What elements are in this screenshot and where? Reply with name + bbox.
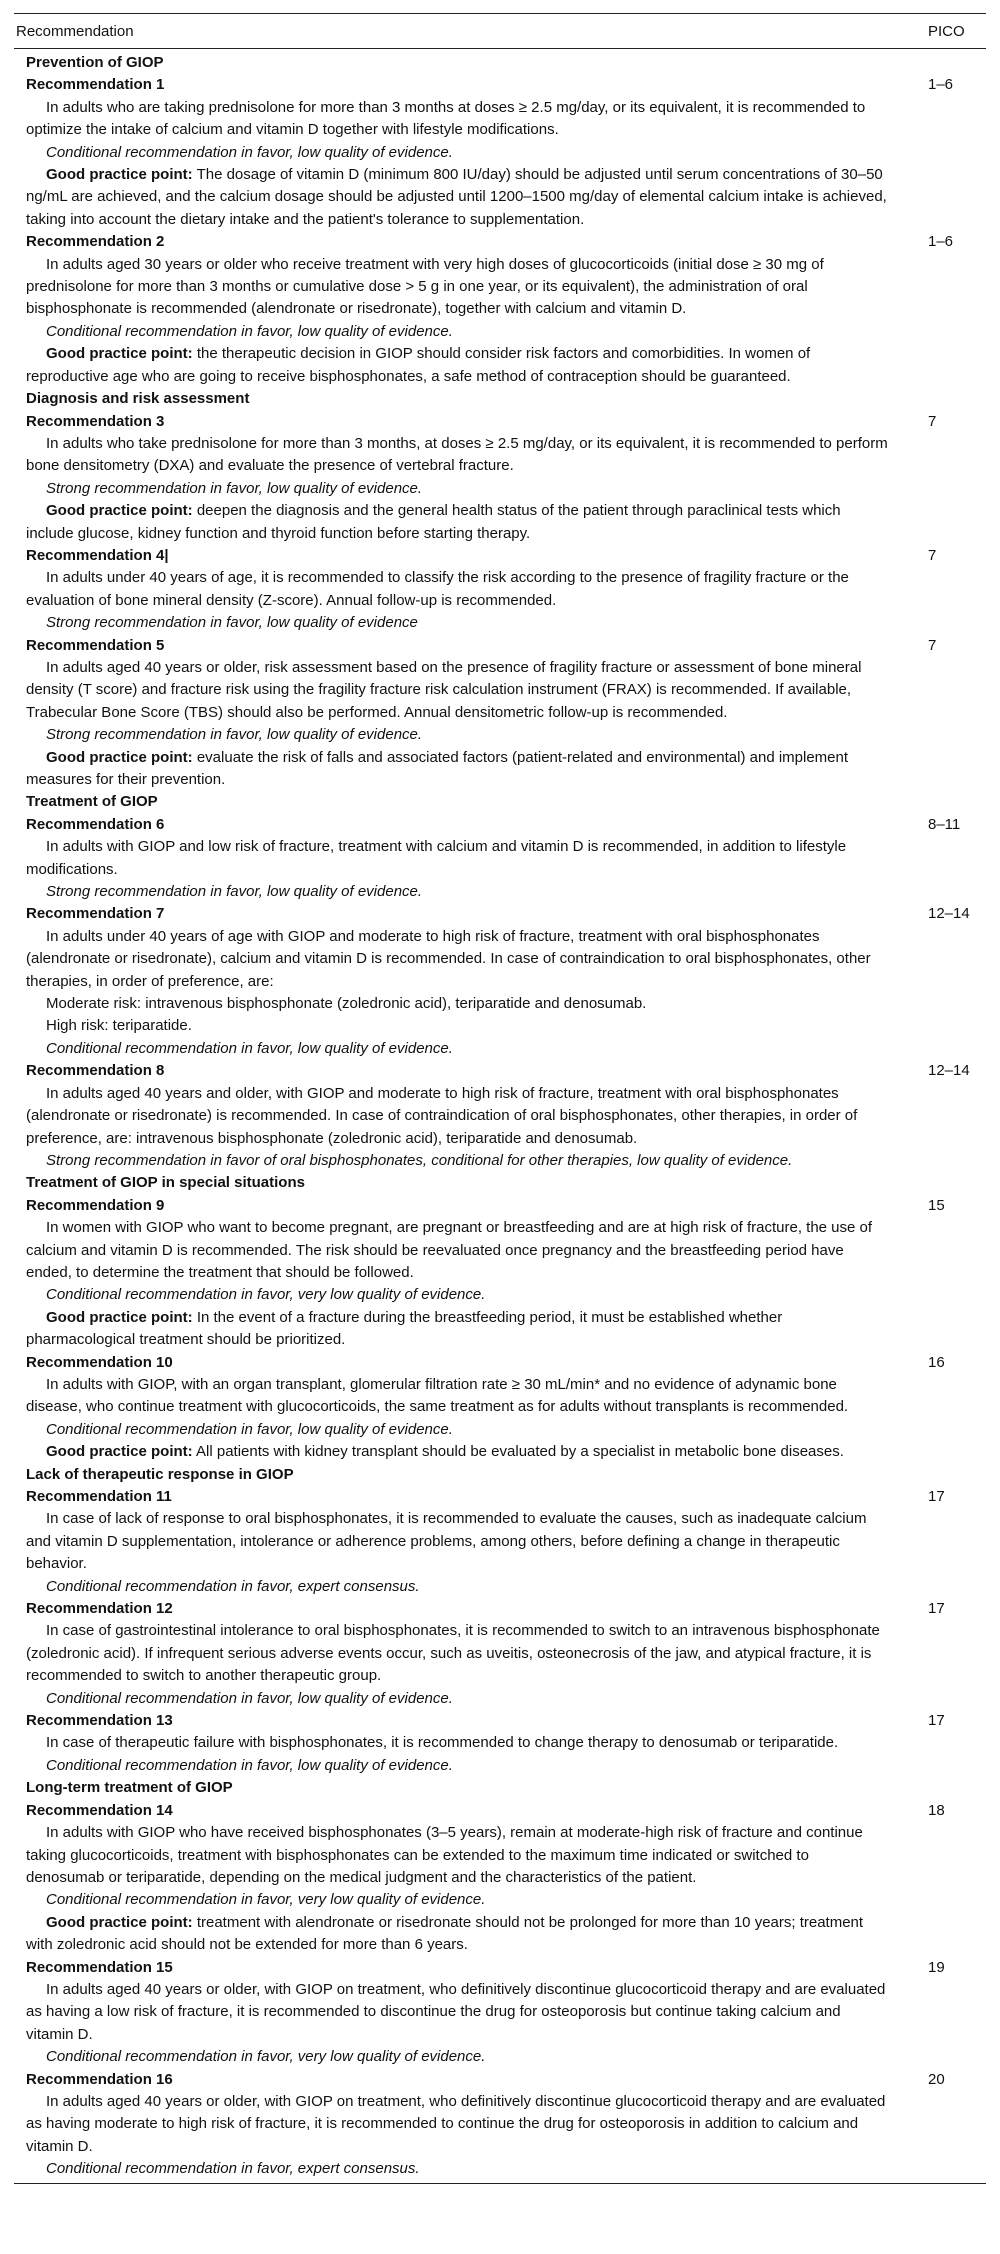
good-practice-label: Good practice point: [46, 1308, 193, 1326]
pico-value: 15 [928, 1196, 945, 1214]
pico-value: 1–6 [928, 76, 954, 94]
pico-value: 17 [928, 1488, 945, 1505]
recommendation-text: In adults with GIOP who have received bisphosphonates (3–5 years), remain at moderate-high risk of fracture and continue taking glucocorticoids, treatment with bisphosphonates can be extended to the maximum time indicated or switched to denosumab or teriparatide, depending on the medical judgment and the characteristics of the patient. [26, 1824, 863, 1886]
good-practice-label: Good practice point: [46, 1443, 193, 1461]
section-title: Diagnosis and risk assessment [26, 390, 250, 408]
header-recommendation: Recommendation [16, 22, 134, 40]
recommendation-row [14, 1486, 986, 1598]
recommendation-text: In adults aged 40 years and older, with GIOP and moderate to high risk of fracture, treatment with oral bisphosphonates (alendronate or risedronate) is recommended. In case of contraindication of oral bisphosphonates, other therapies, in order of preference, are: intravenous bisphosphonate (zoledronic acid), teriparatide and denosumab. [26, 1084, 858, 1147]
evidence-certainty: Strong recommendation in favor, low quality of evidence. [46, 479, 423, 497]
good-practice-text: In the event of a fracture during the breastfeeding period, it must be established whether pharmacological treatment should be prioritized. [26, 1308, 783, 1349]
recommendation-title: Recommendation 12 [26, 1600, 173, 1618]
recommendation-title: Recommendation 9 [26, 1196, 165, 1214]
recommendation-row [14, 2069, 986, 2181]
recommendation-row [14, 1352, 986, 1464]
recommendation-content [14, 903, 928, 1060]
recommendation-text: In adults who are taking prednisolone for more than 3 months at doses ≥ 2.5 mg/day, or its equivalent, it is recommended to optimize the intake of calcium and vitamin D together with lifestyle modifications. [26, 98, 866, 139]
recommendation-title: Recommendation 4| [26, 546, 169, 564]
recommendation-title: Recommendation 15 [26, 1958, 173, 1976]
good-practice-label: Good practice point: [46, 748, 193, 766]
recommendation-row [14, 411, 986, 545]
recommendation-row [14, 1800, 986, 1957]
good-practice-text: deepen the diagnosis and the general health status of the patient through paraclinical tests which include glucose, kidney function and thyroid function before starting therapy. [26, 502, 841, 542]
pico-value: 17 [928, 1712, 945, 1730]
recommendation-title: Recommendation 13 [26, 1712, 173, 1730]
table-header [14, 14, 986, 49]
recommendation-content [14, 231, 928, 388]
good-practice-text: The dosage of vitamin D (minimum 800 IU/day) should be adjusted until serum concentrations of 30–50 ng/mL are achieved, and the calcium dosage should be adjusted until 1200–1500 mg/day of elemental calcium intake is achieved, taking into account the dietary intake and the patient's tolerance to supplementation. [26, 166, 887, 228]
recommendation-title: Recommendation 5 [26, 636, 165, 654]
evidence-certainty: Conditional recommendation in favor, low quality of evidence. [46, 1420, 453, 1438]
recommendation-row [14, 635, 986, 792]
good-practice-text: the therapeutic decision in GIOP should consider risk factors and comorbidities. In women of reproductive age who are going to receive bisphosphonates, a safe method of contraception should be guaranteed. [26, 345, 811, 385]
recommendation-content [14, 1486, 928, 1598]
recommendation-text: In case of lack of response to oral bisphosphonates, it is recommended to evaluate the causes, such as inadequate calcium and vitamin D supplementation, intolerance or adherence problems, among others, before defining a change in therapeutic behavior. [26, 1510, 867, 1573]
recommendation-row [14, 231, 986, 388]
evidence-certainty: Strong recommendation in favor, low quality of evidence [46, 614, 418, 632]
pico-value: 18 [928, 1801, 945, 1819]
recommendation-title: Recommendation 6 [26, 815, 165, 833]
recommendations-table [14, 13, 986, 2184]
recommendation-row [14, 1195, 986, 1352]
good-practice-text: All patients with kidney transplant should be evaluated by a specialist in metabolic bone diseases. [192, 1443, 844, 1461]
pico-value: 7 [928, 412, 937, 430]
recommendation-text: In women with GIOP who want to become pregnant, are pregnant or breastfeeding and are at high risk of fracture, the use of calcium and vitamin D is recommended. The risk should be reevaluated once pregnancy and the breastfeeding period have ended, to determine the treatment that should be followed. [26, 1219, 873, 1281]
recommendation-title: Recommendation 7 [26, 905, 165, 923]
evidence-certainty: Conditional recommendation in favor, expert consensus. [46, 1577, 420, 1595]
recommendation-text: In adults aged 40 years or older, risk assessment based on the presence of fragility fracture or assessment of bone mineral density (T score) and fracture risk using the fragility fracture risk calculation instrument (FRAX) is recommended. If available, Trabecular Bone Score (TBS) should also be performed. Annual densitometric follow-up is recommended. [26, 658, 862, 721]
recommendation-text: In adults aged 30 years or older who receive treatment with very high doses of glucocorticoids (initial dose ≥ 30 mg of prednisolone for more than 3 months or cumulative dose > 5 g in one year, or its equivalent), the administration of oral bisphosphonate is recommended (alendronate or risedronate), together with calcium and vitamin D. [26, 255, 824, 318]
recommendation-row [14, 1060, 986, 1172]
recommendation-row [14, 1957, 986, 2069]
recommendation-text: In adults under 40 years of age, it is recommended to classify the risk according to the presence of fragility fracture or the evaluation of bone mineral density (Z-score). Annual follow-up is recommended. [26, 569, 849, 609]
recommendation-row [14, 903, 986, 1060]
pico-value: 7 [928, 546, 937, 564]
good-practice-label: Good practice point: [46, 345, 193, 363]
pico-value: 1–6 [928, 233, 954, 251]
recommendation-content [14, 1352, 928, 1464]
pico-value: 7 [928, 636, 937, 654]
evidence-certainty: Conditional recommendation in favor, very low quality of evidence. [46, 1891, 486, 1909]
section-row [14, 1172, 986, 1194]
evidence-certainty: Strong recommendation in favor, low quality of evidence. [46, 883, 423, 901]
recommendation-option: Moderate risk: intravenous bisphosphonate (zoledronic acid), teriparatide and denosumab. [46, 995, 647, 1013]
recommendation-content [14, 1060, 928, 1172]
recommendation-content [14, 1800, 928, 1957]
section-row [14, 1777, 986, 1799]
pico-value: 8–11 [928, 815, 961, 833]
section-row [14, 388, 986, 410]
recommendation-title: Recommendation 8 [26, 1062, 165, 1080]
recommendation-content [14, 1598, 928, 1710]
good-practice-label: Good practice point: [46, 166, 193, 184]
pico-value: 12–14 [928, 905, 970, 923]
recommendation-text: In adults aged 40 years or older, with GIOP on treatment, who definitively discontinue glucocorticoid therapy and are evaluated as having a low risk of fracture, it is recommended to discontinue the drug for osteoporosis but continue taking calcium and vitamin D. [26, 1980, 886, 2043]
section-title: Long-term treatment of GIOP [26, 1779, 233, 1797]
good-practice-point [14, 1307, 888, 1352]
evidence-certainty: Strong recommendation in favor, low quality of evidence. [46, 726, 423, 744]
recommendation-content [14, 2069, 928, 2181]
recommendation-text: In adults with GIOP, with an organ transplant, glomerular filtration rate ≥ 30 mL/min* and no evidence of adynamic bone disease, who continue treatment with glucocorticoids, the same treatment as for adults without transplants is recommended. [26, 1375, 849, 1416]
recommendation-content [14, 74, 928, 231]
good-practice-label: Good practice point: [46, 502, 193, 520]
section-title: Lack of therapeutic response in GIOP [26, 1465, 294, 1483]
evidence-certainty: Conditional recommendation in favor, low quality of evidence. [46, 1039, 453, 1057]
evidence-certainty: Conditional recommendation in favor, low quality of evidence. [46, 322, 453, 340]
section-title: Prevention of GIOP [26, 54, 164, 71]
recommendation-text: In case of gastrointestinal intolerance to oral bisphosphonates, it is recommended to switch to an intravenous bisphosphonate (zoledronic acid). If infrequent serious adverse events occur, such as uveitis, osteonecrosis of the jaw, and atypical fracture, it is recommended to switch to another therapeutic group. [26, 1622, 880, 1685]
evidence-certainty: Strong recommendation in favor of oral bisphosphonates, conditional for other therapies, low quality of evidence. [46, 1151, 793, 1169]
recommendation-text: In adults under 40 years of age with GIOP and moderate to high risk of fracture, treatment with oral bisphosphonates (alendronate or risedronate), calcium and vitamin D is recommended. In case of contraindication to oral bisphosphonates, other therapies, in order of preference, are: [26, 927, 871, 990]
recommendation-content [14, 1710, 928, 1777]
recommendation-row [14, 1598, 986, 1710]
good-practice-text: evaluate the risk of falls and associated factors (patient-related and environmental) and implement measures for their prevention. [26, 748, 849, 788]
evidence-certainty: Conditional recommendation in favor, low quality of evidence. [46, 1689, 453, 1707]
recommendation-content [14, 545, 928, 635]
good-practice-point [14, 343, 888, 388]
pico-value: 17 [928, 1600, 945, 1618]
recommendation-text: In adults aged 40 years or older, with GIOP on treatment, who definitively discontinue glucocorticoid therapy and are evaluated as having moderate to high risk of fracture, it is recommended to continue the drug for osteoporosis in addition to calcium and vitamin D. [26, 2092, 886, 2155]
recommendation-content [14, 814, 928, 904]
recommendation-option: High risk: teriparatide. [46, 1017, 192, 1035]
recommendation-row [14, 545, 986, 635]
section-row [14, 52, 986, 74]
header-pico: PICO [928, 22, 965, 40]
good-practice-label: Good practice point: [46, 1913, 193, 1931]
good-practice-text: treatment with alendronate or risedronate should not be prolonged for more than 10 years; treatment with zoledronic acid should not be extended for more than 6 years. [26, 1913, 864, 1954]
recommendation-content [14, 635, 928, 792]
pico-value: 16 [928, 1353, 945, 1371]
recommendation-title: Recommendation 10 [26, 1353, 173, 1371]
section-title: Treatment of GIOP in special situations [26, 1174, 305, 1192]
recommendation-content [14, 411, 928, 545]
recommendation-text: In case of therapeutic failure with bisphosphonates, it is recommended to change therapy to denosumab or teriparatide. [46, 1734, 839, 1752]
section-row [14, 791, 986, 813]
pico-value: 12–14 [928, 1062, 970, 1080]
recommendation-title: Recommendation 1 [26, 76, 165, 94]
recommendation-title: Recommendation 16 [26, 2070, 173, 2088]
recommendation-title: Recommendation 2 [26, 233, 165, 251]
recommendation-row [14, 814, 986, 904]
evidence-certainty: Conditional recommendation in favor, low quality of evidence. [46, 1756, 453, 1774]
evidence-certainty: Conditional recommendation in favor, expert consensus. [46, 2160, 420, 2178]
pico-value: 19 [928, 1958, 945, 1976]
evidence-certainty: Conditional recommendation in favor, low quality of evidence. [46, 143, 453, 161]
evidence-certainty: Conditional recommendation in favor, very low quality of evidence. [46, 2048, 486, 2066]
recommendation-text: In adults with GIOP and low risk of fracture, treatment with calcium and vitamin D is recommended, in addition to lifestyle modifications. [26, 838, 847, 878]
section-row [14, 1464, 986, 1486]
good-practice-point [14, 500, 888, 545]
section-title: Treatment of GIOP [26, 793, 158, 811]
recommendation-content [14, 1195, 928, 1352]
good-practice-point [14, 1441, 888, 1463]
recommendation-title: Recommendation 3 [26, 412, 165, 430]
recommendation-row [14, 1710, 986, 1777]
recommendation-text: In adults who take prednisolone for more than 3 months, at doses ≥ 2.5 mg/day, or its equivalent, it is recommended to perform bone densitometry (DXA) and evaluate the presence of vertebral fracture. [26, 434, 888, 475]
recommendation-title: Recommendation 11 [26, 1488, 172, 1505]
good-practice-point [14, 1912, 888, 1957]
recommendation-row [14, 74, 986, 231]
evidence-certainty: Conditional recommendation in favor, very low quality of evidence. [46, 1286, 486, 1304]
pico-value: 20 [928, 2070, 945, 2088]
table-body [14, 49, 986, 2183]
good-practice-point [14, 747, 888, 792]
recommendation-content [14, 1957, 928, 2069]
good-practice-point [14, 164, 888, 231]
recommendation-title: Recommendation 14 [26, 1801, 173, 1819]
